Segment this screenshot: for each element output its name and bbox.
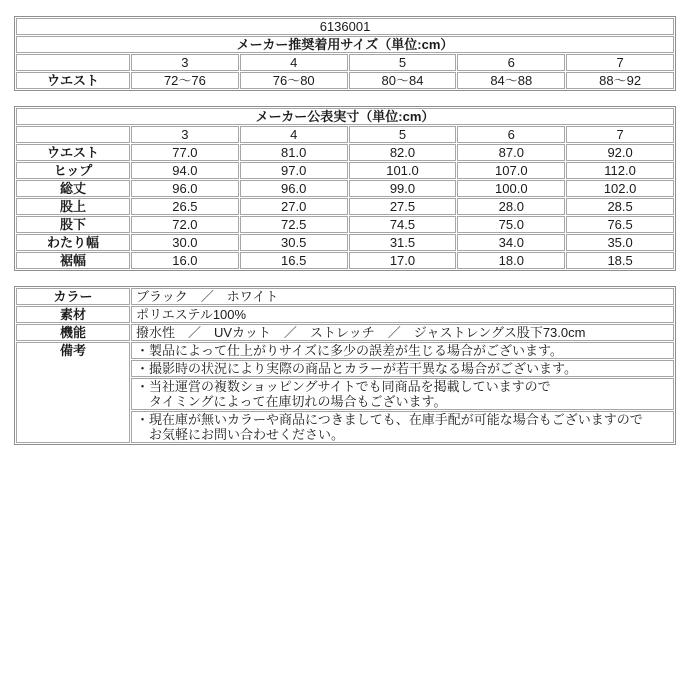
value-cell: 35.0 [566, 234, 674, 251]
table-row-rise [16, 198, 674, 215]
value-cell: 96.0 [131, 180, 239, 197]
table-title-row [16, 108, 674, 125]
value-cell: 27.5 [349, 198, 457, 215]
value-cell: 18.0 [457, 252, 565, 269]
value-cell: 72.5 [240, 216, 348, 233]
note-line: ・現在庫が無いカラーや商品につきましても、在庫手配が可能な場合もございますので [136, 412, 643, 427]
recommended-size-table [14, 16, 676, 91]
value-cell: 100.0 [457, 180, 565, 197]
value-cell: 76～80 [240, 72, 348, 89]
product-code: 6136001 [16, 18, 674, 35]
row-label: 総丈 [16, 180, 130, 197]
value-cell: 16.0 [131, 252, 239, 269]
value-cell: 77.0 [131, 144, 239, 161]
spec-value: ポリエステル100% [131, 306, 674, 323]
table-row [16, 72, 674, 89]
value-cell: 17.0 [349, 252, 457, 269]
table-title-row [16, 36, 674, 53]
spec-row-material [16, 306, 674, 323]
size-header-cell: 6 [457, 54, 565, 71]
size-header-cell: 6 [457, 126, 565, 143]
value-cell: 31.5 [349, 234, 457, 251]
size-header-cell: 3 [131, 126, 239, 143]
spec-table [14, 286, 676, 445]
note-line: お気軽にお問い合わせください。 [136, 427, 345, 442]
value-cell: 84～88 [457, 72, 565, 89]
value-cell: 81.0 [240, 144, 348, 161]
size-header-cell: 3 [131, 54, 239, 71]
size-header-cell: 4 [240, 54, 348, 71]
value-cell: 92.0 [566, 144, 674, 161]
table-row-hip [16, 162, 674, 179]
value-cell: 30.5 [240, 234, 348, 251]
spec-value: ブラック ／ ホワイト [131, 288, 674, 305]
row-label: 股下 [16, 216, 130, 233]
product-code-row [16, 18, 674, 35]
value-cell: 72.0 [131, 216, 239, 233]
corner-cell [16, 126, 130, 143]
value-cell: 97.0 [240, 162, 348, 179]
value-cell: 34.0 [457, 234, 565, 251]
row-label: ウエスト [16, 72, 130, 89]
size-header-cell: 4 [240, 126, 348, 143]
size-header-row [16, 54, 674, 71]
value-cell: 28.0 [457, 198, 565, 215]
table-row-inseam [16, 216, 674, 233]
value-cell: 102.0 [566, 180, 674, 197]
value-cell: 87.0 [457, 144, 565, 161]
note-line: タイミングによって在庫切れの場合もございます。 [136, 394, 447, 409]
size-header-cell: 7 [566, 126, 674, 143]
spec-label: 機能 [16, 324, 130, 341]
value-cell: 80～84 [349, 72, 457, 89]
note-item: ・撮影時の状況により実際の商品とカラーが若干異なる場合がございます。 [131, 360, 674, 377]
note-line: ・当社運営の複数ショッピングサイトでも同商品を掲載していますので [136, 379, 551, 394]
row-label: ウエスト [16, 144, 130, 161]
table-row-thigh-width [16, 234, 674, 251]
value-cell: 26.5 [131, 198, 239, 215]
value-cell: 107.0 [457, 162, 565, 179]
note-item [131, 411, 674, 443]
spec-label: 素材 [16, 306, 130, 323]
value-cell: 112.0 [566, 162, 674, 179]
value-cell: 82.0 [349, 144, 457, 161]
table-row-hem-width [16, 252, 674, 269]
size-header-cell: 7 [566, 54, 674, 71]
notes-label: 備考 [16, 342, 130, 443]
table-row-total-length [16, 180, 674, 197]
value-cell: 99.0 [349, 180, 457, 197]
value-cell: 101.0 [349, 162, 457, 179]
row-label: 裾幅 [16, 252, 130, 269]
notes-row-1 [16, 342, 674, 359]
table-row-waist [16, 144, 674, 161]
value-cell: 30.0 [131, 234, 239, 251]
value-cell: 76.5 [566, 216, 674, 233]
spec-label: カラー [16, 288, 130, 305]
spec-value: 撥水性 ／ UVカット ／ ストレッチ ／ ジャストレングス股下73.0cm [131, 324, 674, 341]
spec-row-function [16, 324, 674, 341]
corner-cell [16, 54, 130, 71]
value-cell: 75.0 [457, 216, 565, 233]
spec-row-color [16, 288, 674, 305]
size-header-row [16, 126, 674, 143]
actual-size-table [14, 106, 676, 271]
note-item: ・製品によって仕上がりサイズに多少の誤差が生じる場合がございます。 [131, 342, 674, 359]
value-cell: 28.5 [566, 198, 674, 215]
value-cell: 18.5 [566, 252, 674, 269]
value-cell: 96.0 [240, 180, 348, 197]
row-label: ヒップ [16, 162, 130, 179]
size-header-cell: 5 [349, 126, 457, 143]
row-label: 股上 [16, 198, 130, 215]
value-cell: 72～76 [131, 72, 239, 89]
note-item [131, 378, 674, 410]
value-cell: 27.0 [240, 198, 348, 215]
value-cell: 74.5 [349, 216, 457, 233]
value-cell: 94.0 [131, 162, 239, 179]
recommended-table-title: メーカー推奨着用サイズ（単位:cm） [16, 36, 674, 53]
value-cell: 88～92 [566, 72, 674, 89]
value-cell: 16.5 [240, 252, 348, 269]
size-header-cell: 5 [349, 54, 457, 71]
actual-table-title: メーカー公表実寸（単位:cm） [16, 108, 674, 125]
row-label: わたり幅 [16, 234, 130, 251]
